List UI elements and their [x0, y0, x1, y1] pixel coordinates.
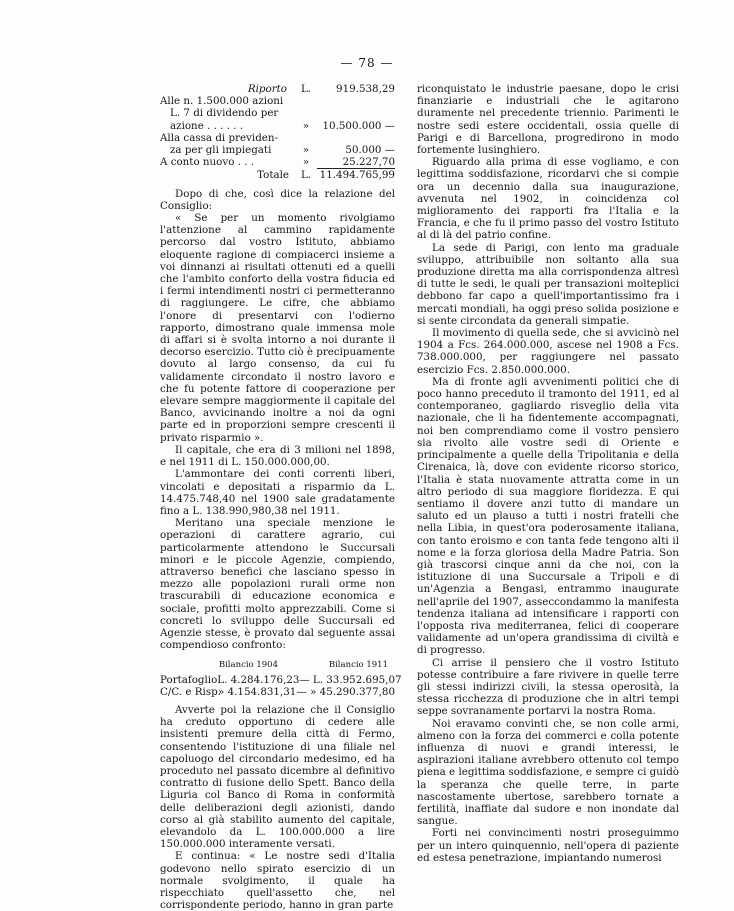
ledger-item-currency: » — [302, 156, 310, 169]
paragraph: Noi eravamo convinti che, se non colle armi, almeno con la forza dei commerci e colla potente influenza di nuovi e grandi interessi, le aspirazioni italiane avrebbero ottenuto col tempo piena e legittima soddisfazione, e sempre ci guidò la speranza che quelle terre, in parte nascostamente ubertose, sarebbero tornate a fertilità, inaffiate dal sudore e non inondate dal sangue. — [417, 717, 679, 828]
ledger-item-line: Alle n. 1.500.000 azioni — [160, 95, 284, 108]
balance-row — [160, 673, 402, 686]
ledger-item-amount: 10.500.000 — — [322, 119, 395, 132]
paragraph: « Se per un momento rivolgiamo l'attenzione al cammino rapidamente percorso dal vostro Istituto, abbiamo eloquente ragione di compiacerci insieme a voi dinnanzi ai risultati ottenuti ed a quelli che l'ambito conforto della vostra fiducia ed i fermi intendimenti nostri ci permetteranno di raggiungere. Le cifre, che abbiamo l'onore di presentarvi con l'odierno rapporto, dimostrano quale immensa mole di affari si è svolta intorno a noi durante il decorso esercizio. Tutto ciò è precipuamente dovuto al largo consenso, da cui fu validamente circondato il nostro lavoro e che fu potente fattore di cooperazione per elevare sempre maggiormente il capitale del Banco, avvicinando inoltre a noi da ogni parte ed in proporzioni sempre crescenti il privato risparmio ». — [160, 212, 395, 444]
ledger-item-line: L. 7 di dividendo per — [170, 107, 279, 120]
total-currency: L. — [300, 169, 312, 182]
paragraph: Il movimento di quella sede, che si avvicinò nel 1904 a Fcs. 264.000.000, ascese nel 1908 a Fcs. 738.000.000, per raggiungere nel passato esercizio Fcs. 2.850.000.000. — [417, 327, 679, 376]
paragraph: Ma di fronte agli avvenimenti politici che di poco hanno preceduto il tramonto del 1911, ed al contemporaneo, gagliardo risveglio della vita nazionale, che li ha fidentemente accompagnati, noi ben comprendiamo come il vostro pensiero sia rivolto alle vostre sedi di Oriente e principalmente a quelle della Tripolitania e della Cirenaica, là, dove con evidente ricorso storico, l'Italia è stata nuovamente attratta come in un altro periodo di sua maggiore floridezza. E qui sentiamo il dovere anzi tutto di mandare un saluto ed un plauso a tutti i nostri fratelli che nella Libia, in quest'ora poderosamente italiana, con tanto eroismo e con tanta fede tengono alti il nome e la forza gloriosa della Madre Patria. Son già trascorsi cinque anni da che noi, con la istituzione di una Succursale a Tripoli e di un'Agenzia a Bengasi, entrammo inaugurate nell'aprile del 1907, asseccondammo la manifesta tendenza italiana ad intensificare i rapporti con l'opposta riva mediterranea, felici di cooperare validamente ad un'opera grandissima di civiltà e di progresso. — [417, 375, 679, 657]
ledger-item-line: azione . . . . . . — [170, 119, 244, 132]
right-column — [417, 83, 679, 864]
ledger — [160, 83, 395, 182]
ledger-item-carryover — [160, 156, 395, 169]
left-column — [160, 83, 402, 911]
balance-row-1911: — » 45.290.377,80 — [296, 685, 395, 698]
ledger-item-pension — [160, 132, 395, 156]
balance-row — [160, 686, 395, 698]
balance-header-1904: Bilancio 1904 — [218, 660, 278, 671]
paragraph: Forti nei convincimenti nostri proseguimmo per un intero quinquennio, nell'opera di paziente ed estesa penetrazione, impiantando numerosi — [417, 827, 679, 864]
riporto-label: Riporto — [247, 83, 287, 95]
ledger-item-amount: 50.000 — — [345, 144, 395, 157]
paragraph: Il capitale, che era di 3 milioni nel 1898, e nel 1911 di L. 150.000.000,00. — [160, 443, 395, 469]
balance-row-1904: » 4.154.831,31 — [218, 685, 297, 698]
balance-row-1904: L. 4.284.176,23 — [217, 673, 300, 686]
ledger-item-line: Alla cassa di previden- — [160, 131, 278, 144]
ledger-riporto-row — [160, 83, 395, 95]
balance-table-header — [160, 659, 395, 671]
ledger-item-currency: » — [302, 144, 310, 157]
ledger-total-row — [160, 169, 395, 181]
balance-row-label: Portafoglio — [160, 673, 218, 686]
riporto-amount: 919.538,29 — [336, 83, 395, 95]
paragraph: Riguardo alla prima di esse vogliamo, e con legittima soddisfazione, ricordarvi che si compie ora un decennio dalla sua inaugurazione, avvenuta nel 1902, in coincidenza col miglioramento dei rapporti fra l'Italia e la Francia, e che fu il primo passo del vostro Istituto al di là del patrio confine. — [417, 156, 679, 242]
ledger-item-line: za per gli impiegati — [170, 144, 272, 157]
total-label: Totale — [257, 169, 289, 182]
paragraph: Dopo di che, così dice la relazione del Consiglio: — [160, 187, 395, 212]
paragraph: Avverte poi la relazione che il Consiglio ha creduto opportuno di cedere alle insistenti premure della città di Fermo, consentendo l'istituzione di una filiale nel capoluogo del circondario medesimo, ed ha proceduto nel passato dicembre al definitivo contratto di fusione dello Spett. Banco della Liguria col Banco di Roma in conformità delle deliberazioni degli azionisti, dando corso al già stabilito aumento del capitale, elevandolo da L. 100.000.000 a lire 150.000.000 interamente versati. — [160, 703, 395, 851]
balance-row-label: C/C. e Risp. — [160, 685, 221, 698]
paragraph: E continua: « Le nostre sedi d'Italia godevono nello spirato esercizio di un normale svolgimento, il quale ha rispecchiato quell'assetto che, nel corrispondente periodo, hanno in gran parte — [160, 850, 395, 911]
paragraph: La sede di Parigi, con lento ma graduale sviluppo, attribuibile non soltanto alla sua produzione diretta ma alla corrispondenza altresì di tutte le sedi, le quali per transazioni molteplici debbono far capo a quell'importantissimo fra i mercati mondiali, ha oggi preso solida posizione e si sente circondata da generali simpatie. — [417, 241, 679, 327]
balance-header-1911: Bilancio 1911 — [328, 660, 388, 671]
ledger-item-currency: » — [302, 119, 310, 132]
paragraph: Meritano una speciale menzione le operazioni di carattere agrario, cui particolarmente attendono le Succursali minori e le piccole Agenzie, compiendo, attraverso benefici che lasciano spesso in mezzo alle popolazioni rurali orme non trascurabili di educazione economica e sociale, profitti molto apprezzabili. Come si concreti lo sviluppo delle Succursali ed Agenzie stesse, è provato dal seguente assai compendioso confronto: — [160, 517, 395, 652]
riporto-currency: L. — [300, 83, 312, 95]
balance-row-1911: — L. 33.952.695,07 — [299, 673, 402, 686]
ledger-item-amount: 25.227,70 — [317, 156, 395, 169]
paragraph: riconquistato le industrie paesane, dopo le crisi finanziarie e industriali che le agitarono duramente nel precedente triennio. Parimenti le nostre sedi estere occidentali, ossia quelle di Parigi e di Barcellona, progredirono in modo fortemente lusinghiero. — [417, 83, 679, 157]
paragraph: L'ammontare dei conti correnti liberi, vincolati e depositati a risparmio da L. 14.475.748,40 nel 1900 sale gradatamente fino a L. 138.990,980,38 nel 1911. — [160, 468, 395, 517]
ledger-item-dividend — [160, 95, 395, 132]
page-number: — 78 — — [340, 56, 394, 70]
paragraph: Ci arrise il pensiero che il vostro Istituto potesse contribuire a fare rivivere in quelle terre gli stessi indirizzi civili, la stessa operosità, la stessa ricchezza di produzione che in altri tempi seppe sovranamente portarvi la nostra Roma. — [417, 656, 679, 718]
total-amount: 11.494.765,99 — [319, 169, 395, 182]
ledger-item-line: A conto nuovo . . . — [160, 156, 255, 169]
